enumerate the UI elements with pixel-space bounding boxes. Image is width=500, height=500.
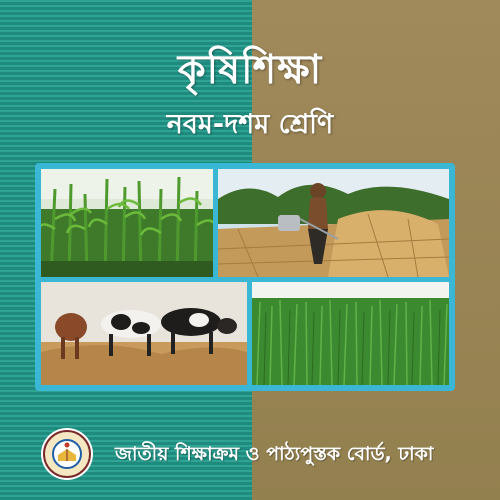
cattle-photo [41, 282, 247, 385]
maize-field-photo [41, 169, 213, 277]
grade-label: নবম-দশম শ্রেণি [166, 109, 334, 140]
farmer-photo [218, 169, 449, 277]
green-field-photo [252, 282, 449, 385]
nctb-emblem-icon [40, 427, 94, 481]
photo-collage [35, 163, 455, 391]
publisher-name: জাতীয় শিক্ষাক্রম ও পাঠ্যপুস্তক বোর্ড, ঢাকা [115, 443, 434, 465]
book-title: কৃষিশিক্ষা [177, 47, 323, 93]
